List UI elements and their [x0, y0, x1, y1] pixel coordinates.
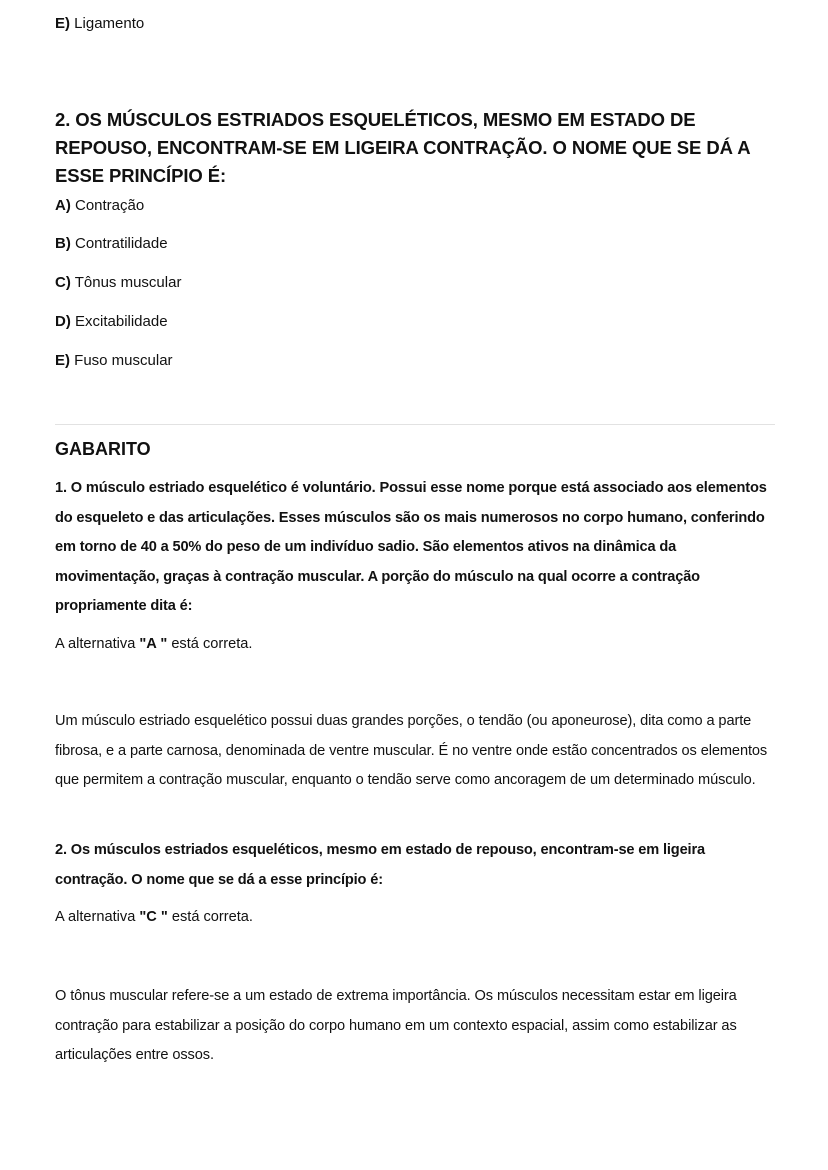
option-text: Contração: [75, 197, 145, 214]
option-text: Contratilidade: [75, 235, 168, 252]
answer-prefix: A alternativa: [55, 909, 140, 925]
option-letter: E): [55, 352, 70, 369]
answer-suffix: está correta.: [167, 909, 253, 925]
option-text: Excitabilidade: [75, 313, 168, 330]
option-letter: E): [55, 15, 70, 32]
option-text: Fuso muscular: [74, 352, 173, 369]
option-letter: A): [55, 197, 71, 214]
option-letter: C): [55, 274, 71, 291]
q2-option-c: [55, 273, 181, 293]
gabarito-answer-1: [55, 634, 252, 654]
question-2-title: 2. OS MÚSCULOS ESTRIADOS ESQUELÉTICOS, MESMO EM ESTADO DE REPOUSO, ENCONTRAM-SE EM LIGEIRA CONTRAÇÃO. O NOME QUE SE DÁ A ESSE PRINCÍPIO É:: [55, 109, 750, 186]
section-divider: [55, 424, 775, 425]
q1-option-e: [55, 14, 144, 34]
gabarito-title: GABARITO: [55, 439, 151, 459]
q2-option-e: [55, 351, 173, 371]
option-text: Ligamento: [74, 15, 145, 32]
gabarito-explanation-2: O tônus muscular refere-se a um estado de extrema importância. Os músculos necessitam estar em ligeira contração para estabilizar a posição do corpo humano em um contexto espacial, assim como estabilizar as articulações entre ossos.: [55, 988, 737, 1063]
gabarito-answer-2: [55, 907, 253, 927]
answer-prefix: A alternativa: [55, 636, 140, 652]
option-text: Tônus muscular: [74, 274, 182, 291]
option-letter: D): [55, 313, 71, 330]
answer-suffix: está correta.: [167, 636, 253, 652]
answer-letter: "C ": [139, 909, 168, 925]
gabarito-question-2: 2. Os músculos estriados esqueléticos, mesmo em estado de repouso, encontram-se em ligeira contração. O nome que se dá a esse princípio é:: [55, 842, 705, 888]
q2-option-a: [55, 196, 144, 216]
q2-option-d: [55, 312, 168, 332]
option-letter: B): [55, 235, 71, 252]
q2-option-b: [55, 234, 168, 254]
answer-letter: "A ": [139, 636, 168, 652]
gabarito-question-1: 1. O músculo estriado esquelético é voluntário. Possui esse nome porque está associado aos elementos do esqueleto e das articulações. Esses músculos são os mais numerosos no corpo humano, conferindo em torno de 40 a 50% do peso de um indivíduo sadio. São elementos ativos na dinâmica da movimentação, graças à contração muscular. A porção do músculo na qual ocorre a contração propriamente dita é:: [55, 480, 767, 614]
gabarito-explanation-1: Um músculo estriado esquelético possui duas grandes porções, o tendão (ou aponeurose), dita como a parte fibrosa, e a parte carnosa, denominada de ventre muscular. É no ventre onde estão concentrados os elementos que permitem a contração muscular, enquanto o tendão serve como ancoragem de um determinado músculo.: [55, 713, 768, 788]
